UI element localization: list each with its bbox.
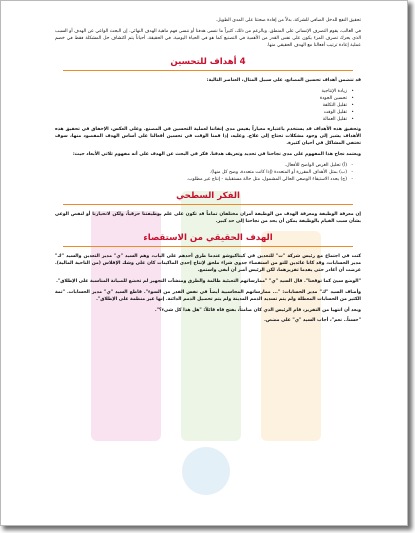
goals-lead: قد تتضمن أهداف تحسين المصانع، على سبيل المثال، العناصر التالية: <box>206 77 361 83</box>
heading-true-purpose: الهدف الحقيقي من الاستقصاء <box>143 233 273 244</box>
list-item: • تحسين الجودة <box>55 95 347 102</box>
goals-paragraph: وتحقيق هذه الأهداف قد يستخدم باعتباره معياراً يقيس مدى إتقاننا لعملية التحسين في المصنع. وعلى العكس، الإخفاق في تحقيق هذه الأهداف يشير إلى وجود مشكلات تحتاج إلى علاج. وعليه، إذا قمنا الوقت في تحسين أفعالنا على أساس الهدف المقصود منها، سوف تختفي المشاكل في أحيان كثيرة. <box>55 127 361 147</box>
story-paragraph-1: كنت في اجتماع مع رئيس شركة "ت" للتعدين في كيتاكيوشو عندما طرق أحدهم على الباب، وهم السيد "ي" مدير التعدين والسيد "ك" مدير الحسابات، وقد كانا عائدين للتو من استقصاء جدوى شراء ملحق لإنتاج إحدى الماكينات كان على وشك الإفلاس (من الناحية المالية). عرضت أن أغادر حتى يقدما تقريرهما، لكن الرئيس أصر أن أبقى واستمع. <box>55 254 361 274</box>
story-paragraph-4: وبعد أن انتهيا من التقرير، قام الرئيس الذي كان صامتاً، بفتح فاه قائلاً: "هل هذا كل شيء؟". <box>154 307 361 313</box>
goals-list <box>55 88 361 123</box>
section-heading-block <box>55 190 361 205</box>
heading-goals: 4 أهداف للتحسين <box>170 56 246 67</box>
section-heading-block <box>55 56 361 71</box>
heading-rule <box>63 246 353 247</box>
story-paragraph-2: "الوضع سيئ كما توقعنا". قال السيد "ي" "ممارساتهم التعبئية ظالمة والطرق ومنشآت التجهيز لم تخضع للصيانة المناسبة على الإطلاق". <box>56 279 361 285</box>
story-paragraph-5: "حسناً.. نعم"، أجاب السيد "ي" على مضض. <box>264 318 361 324</box>
intro-paragraph: تحقيق النفع للدخل الصافي للشركة، بدلاً من إفادة صحتنا على المدى الطويل. <box>215 18 361 23</box>
concept-paragraph: ويعتمد نجاح هذا المفهوم على مدى نجاحنا في تحديد وتعريف هدفنا. فكر في البحث عن الهدف على أنه مفهوم ثلاثي الأبعاد حيث: <box>72 152 361 157</box>
list-item: • زيادة الإنتاجية <box>55 88 347 95</box>
superficial-paragraph: إن معرفة الوظيفة ومعرفة الهدف من الوظيفة أمران مختلفان تماماً قد تكون على علم بوظيفتنا حرفياً، ولكن لانحيازنا أو لنقص الوعي بشأن سبب القيام بالوظيفة يمكن أن يحد من نجاحنا إلى حد كبير. <box>55 211 361 225</box>
list-item: - (ج) يحدد الاستيفاء الوضعي الحالي المشمول، مثل حالة مستقبلية - إنتاج غير مطلوب. <box>55 176 347 183</box>
list-item: • تقليل الوقت <box>55 109 347 116</box>
intro-paragraph-2: في الغالب، يقوم التصرف الإنساني على المنطق. وبالرغم من ذلك، كثيراً ما ننسى هدفنا أو ننسى فهم ماهية الهدف النهائي. إن البحث الواعي عن الهدف أو السبب الذي يحرك تصرف المرء يكون على نفس القدر من الأهمية في التصنيع كما هو في الحياة اليومية. في الحقيقة، أحياناً يتم اكتشاف حل المشكلة فقط في خضم عملية إعادة ترتيب أفعالنا مع الهدف الحقيقي منها. <box>55 28 361 48</box>
list-item: - (أ) تحليل الغرض الواضح للأفعال. <box>55 162 347 169</box>
list-item: • تقليل العمالة <box>55 116 347 123</box>
heading-superficial-thinking: الفكر السطحي <box>176 190 240 201</box>
list-item: • تقليل التكلفة <box>55 102 347 109</box>
story-paragraph-3: وأضاف السيد "ك" مدير الحسابات: "... ممارساتهم المحاسبية أيضاً في نفس القدر من السوء". قاطع السيد "ي" مدير الحسابات. "ثمة الكثير من الحسابات المعطلة ولم يتم تسديد الذمم المدينة ولم يتم تحصيل الذمم الدائنة. إنها غير منظمة على الإطلاق". <box>55 289 361 302</box>
heading-rule <box>63 70 353 71</box>
document-body <box>55 17 361 328</box>
section-heading-block <box>55 232 361 247</box>
heading-rule <box>63 204 353 205</box>
list-item: - (ب) بمثل الأهداف المقررة أو المتعددة (إذا كانت متعددة، وضح كل منها). <box>55 169 347 176</box>
dimensions-list <box>55 162 361 183</box>
